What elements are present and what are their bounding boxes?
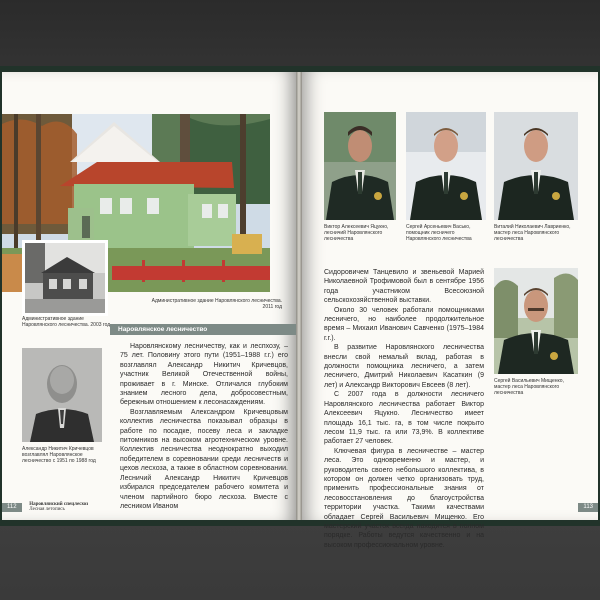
running-head-subtitle: Лесная летопись <box>29 506 65 512</box>
portrait-caption: Александр Никитич Кричевцов возглавлял Наровлянское лесничество с 1951 по 1988 год <box>22 446 96 465</box>
portrait-photo <box>406 112 486 220</box>
portrait-caption: Сергей Арсеньевич Васько, помощник лесничего Наровлянского лесничества <box>406 224 472 243</box>
right-footer <box>538 503 598 512</box>
paragraph: Наровлянскому лесничеству, как и леспхозу, – 75 лет. Половину этого пути (1951–1988 г.г.) его возглавлял Александр Никитич Кричевцов, участник Великой Отечественной войны, проживает в г. Минске. Отличался глубоким знанием лесного дела, добросовестным, бережным отношением к лесонасаждениям. <box>120 343 288 407</box>
forester-caption: Сергей Васильевич Мищенко, мастер леса Наровлянского лесничества <box>494 378 564 397</box>
portrait-photo <box>494 112 578 220</box>
building-caption: Административное здание Наровлянского лесничества. 2011 год <box>151 298 282 311</box>
open-book <box>0 66 600 549</box>
section-title: Наровлянское лесничество <box>110 324 296 335</box>
left-footer <box>2 503 296 512</box>
paragraph: Ключевая фигура в лесничестве – мастер леса. Это одновременно и мастер, и руководитель своего небольшого коллектива, в котором он должен четко организовать труд, применить профессиональные знания от лесовосстановления до благоустройства территории участка. Такими качествами обладает Сергей Васильевич Мищенко. Его мастерский участок всегда находится в полном порядке. Работы ведутся качественно и на высоком профессиональном уровне. <box>324 447 484 549</box>
page-number: 113 <box>578 503 598 512</box>
portrait-photo <box>324 112 396 220</box>
forester-photo <box>494 268 578 374</box>
left-page <box>2 72 296 520</box>
paragraph: Около 30 человек работали помощниками лесничего, но наиболее продолжительное время – Михаил Иванович Савченко (1975–1984 г.г.). <box>324 306 484 342</box>
right-page <box>302 72 598 549</box>
portrait-caption: Виктор Алексеевич Яцукно, лесничий Наровлянского лесничества <box>324 224 389 243</box>
running-head-title: Наровлянский спецлесхоз <box>29 502 89 507</box>
portrait-photo <box>22 348 102 442</box>
page-number: 112 <box>2 503 22 512</box>
portrait-caption: Виталий Николаевич Лавриенко, мастер леса Наровлянского лесничества <box>494 224 571 243</box>
paragraph: Возглавляемым Александром Кричевцовым коллектив лесничества показывал образцы в работе по посадке, посеву леса и закладке питомников на высоком агротехническом уровне. Коллектив лесничества неоднократно выходил победителем в соревновании среди лесничеств и цехов лесхоза, а также в областном соревновании. Лесничий Александр Никитич Кричевцов избирался председателем рабочего комитета и членом партийного бюро лесхоза. Вместе с лесником Иваном <box>120 408 288 510</box>
old-building-photo <box>22 240 108 316</box>
old-building-caption: Административное здание Наровлянского лесничества. 2003 год <box>22 316 111 329</box>
paragraph: В развитие Наровлянского лесничества внесли свой немалый вклад, работая в должности помощника лесничего, а затем лесничего, Дмитрий Николаевич Касаткин (9 лет) и Александр Викторович Евсеев (8 лет). <box>324 344 484 389</box>
paragraph: С 2007 года в должности лесничего Наровлянского лесничества работает Виктор Алексеевич Яцукно. Лесничество имеет площадь 16,1 тыс. га, в том числе покрыто лесом 11,9 тыс. га или 73,9%. В коллективе работает 27 человек. <box>324 391 484 446</box>
paragraph: Сидоровичем Танцевило и звеньевой Марией Николаевной Трофимовой был в сентябре 1956 года участником Всесоюзной сельскохозяйственной выставки. <box>324 269 484 305</box>
right-body-text <box>324 268 484 550</box>
left-body-text <box>120 342 288 511</box>
